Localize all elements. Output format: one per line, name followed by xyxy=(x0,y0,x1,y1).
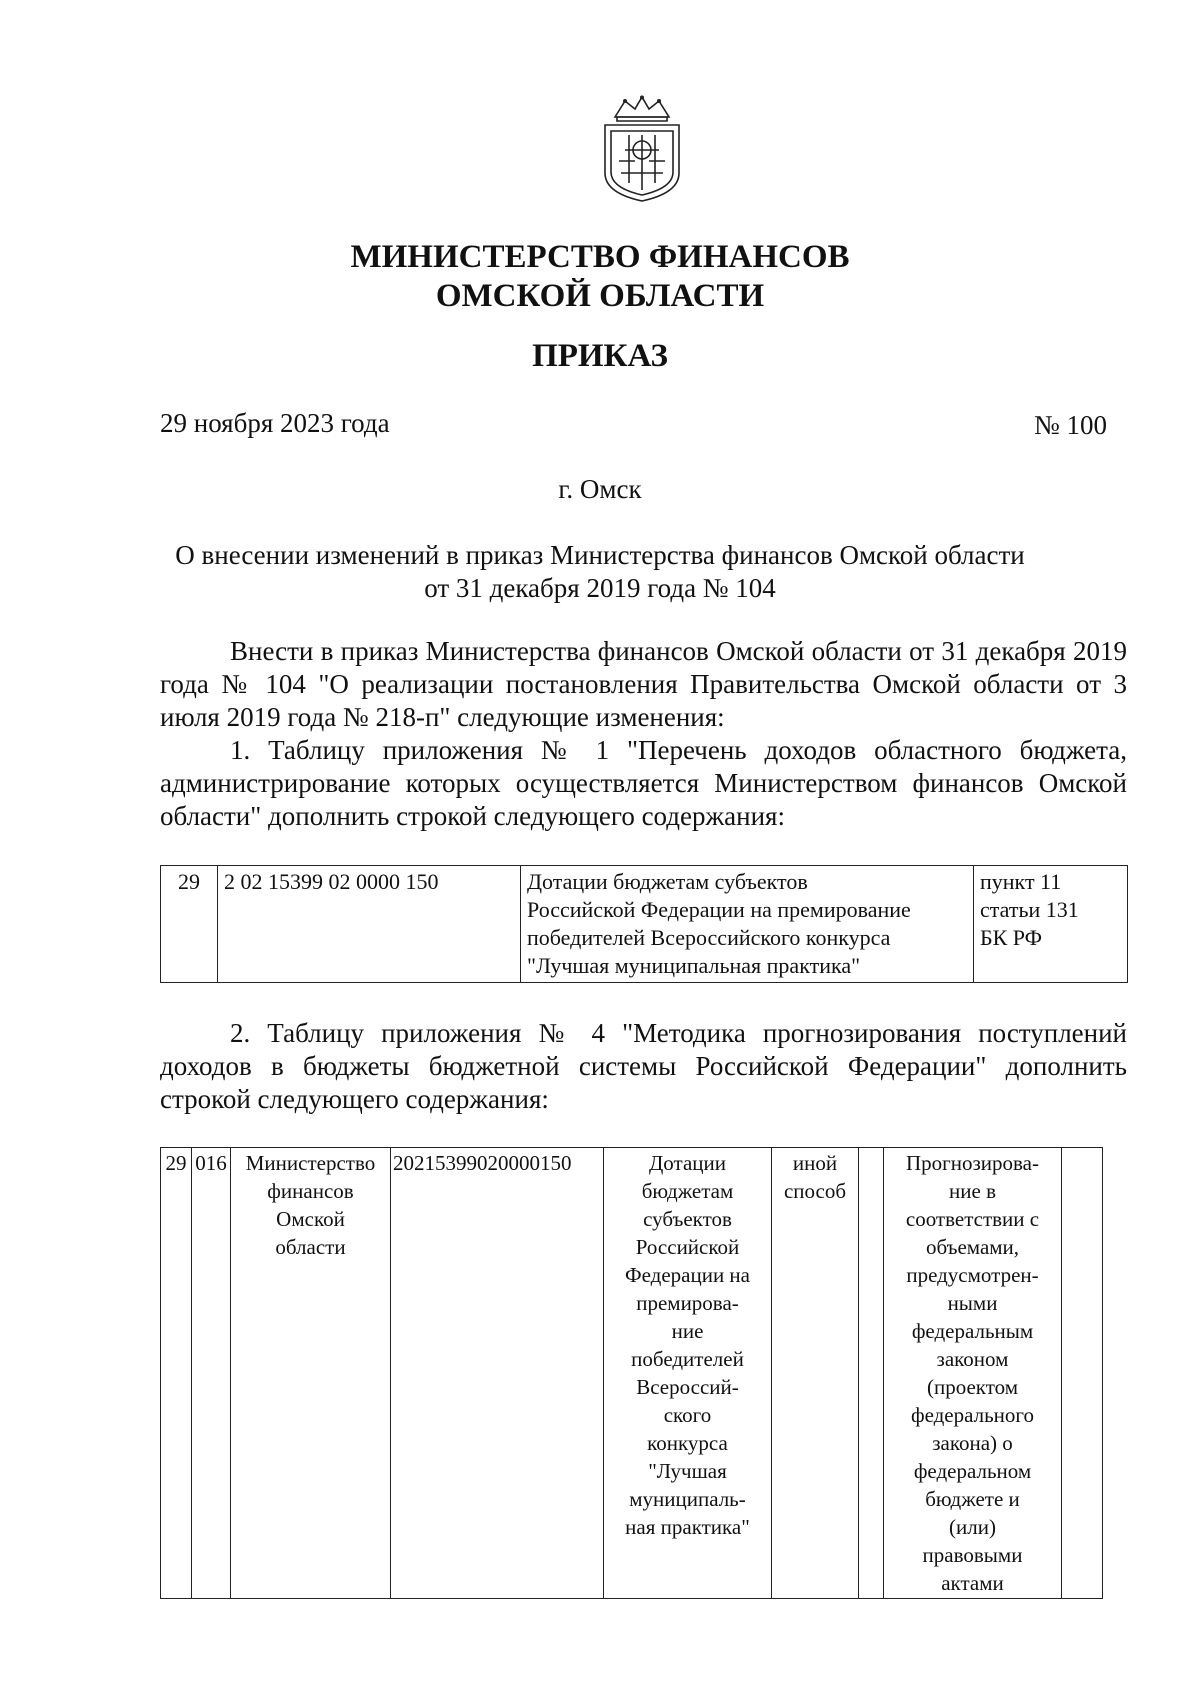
text-line: предусмотрен- xyxy=(906,1263,1039,1287)
text-line: БК РФ xyxy=(980,925,1043,950)
text-line: федерального xyxy=(910,1403,1035,1427)
text-line: ние в xyxy=(949,1179,996,1203)
text-line: закона) о xyxy=(932,1431,1013,1455)
document-type: ПРИКАЗ xyxy=(532,338,668,374)
item-2-block xyxy=(160,1017,1127,1116)
cell-legal-basis xyxy=(974,866,1128,983)
text-line: иной xyxy=(792,1151,838,1175)
text-line: Дотации xyxy=(648,1151,727,1175)
text-line: законом xyxy=(936,1347,1009,1371)
cell-empty xyxy=(859,1148,884,1599)
text-line: статьи 131 xyxy=(980,897,1079,922)
text-line: бюджете и xyxy=(925,1487,1020,1511)
text-line: федеральным xyxy=(911,1319,1034,1343)
text-line: области xyxy=(275,1235,346,1259)
ministry-line-1: МИНИСТЕРСТВО ФИНАНСОВ xyxy=(350,239,850,275)
text-line: Российской xyxy=(635,1235,740,1259)
table-row xyxy=(161,1148,1103,1599)
cell-num: 29 xyxy=(161,866,218,983)
text-line: Федерации на xyxy=(625,1263,750,1287)
text-line: федеральном xyxy=(913,1459,1032,1483)
table-appendix-4 xyxy=(160,1147,1103,1599)
text-line: победителей xyxy=(631,1347,744,1371)
text-line: (проектом xyxy=(926,1375,1019,1399)
text-line: ная практика" xyxy=(625,1515,750,1539)
text-line: финансов xyxy=(267,1179,354,1203)
text-line: пункт 11 xyxy=(980,869,1062,894)
text-line: премирова- xyxy=(636,1291,739,1315)
text-line: ского xyxy=(663,1403,712,1427)
cell-kbk: 20215399020000150 xyxy=(391,1148,604,1599)
text-line: (или) xyxy=(949,1515,996,1539)
table-row xyxy=(161,866,1128,983)
text-line: "Лучшая муниципальная практика" xyxy=(527,953,861,978)
cell-income-name xyxy=(604,1148,772,1599)
city: г. Омск xyxy=(558,474,642,504)
intro-paragraph: Внести в приказ Министерства финансов Омской области от 31 декабря 2019 года № 104 "О реализации постановления Правительства Омской области от 3 июля 2019 года № 218-п" следующие изменения: xyxy=(160,636,1127,732)
text-line: конкурса xyxy=(647,1431,728,1455)
text-line: победителей Всероссийского конкурса xyxy=(527,925,891,950)
text-line: бюджетам xyxy=(641,1179,734,1203)
text-line: Министерство xyxy=(245,1151,376,1175)
text-line: ние xyxy=(671,1319,704,1343)
text-line: Омской xyxy=(276,1207,345,1231)
item-1-paragraph: 1. Таблицу приложения № 1 "Перечень доходов областного бюджета, администрирование которых осуществляется Министерством финансов Омской области" дополнить строкой следующего содержания: xyxy=(160,735,1127,831)
document-number: № 100 xyxy=(1033,410,1107,440)
ministry-line-2: ОМСКОЙ ОБЛАСТИ xyxy=(435,278,765,314)
text-line: объемами, xyxy=(925,1235,1020,1259)
text-line: Прогнозирова- xyxy=(905,1151,1039,1175)
subject-line-2: от 31 декабря 2019 года № 104 xyxy=(424,573,776,603)
cell-forecast-description xyxy=(884,1148,1062,1599)
ministry-name xyxy=(0,238,1200,316)
cell-num: 29 xyxy=(161,1148,192,1599)
text-line: Дотации бюджетам субъектов xyxy=(527,869,808,894)
table-appendix-1 xyxy=(160,865,1128,983)
text-line: Всероссий- xyxy=(636,1375,739,1399)
cell-method xyxy=(772,1148,859,1599)
text-line: соответствии с xyxy=(905,1207,1040,1231)
omsk-coat-of-arms-icon xyxy=(595,95,689,205)
text-line: ными xyxy=(947,1291,998,1315)
cell-last xyxy=(1062,1148,1103,1599)
cell-administrator xyxy=(231,1148,391,1599)
document-date: 29 ноября 2023 года xyxy=(160,408,390,438)
cell-code: 2 02 15399 02 0000 150 xyxy=(218,866,521,983)
text-line: муниципаль- xyxy=(629,1487,746,1511)
text-line: субъектов xyxy=(643,1207,732,1231)
item-2-paragraph: 2. Таблицу приложения № 4 "Методика прогнозирования поступлений доходов в бюджеты бюджетной системы Российской Федерации" дополнить строкой следующего содержания: xyxy=(160,1018,1127,1114)
text-line: правовыми xyxy=(922,1543,1023,1567)
subject-line-1: О внесении изменений в приказ Министерства финансов Омской области xyxy=(175,540,1025,570)
cell-income-name xyxy=(521,866,974,983)
cell-admin-code: 016 xyxy=(192,1148,231,1599)
text-line: актами xyxy=(941,1571,1004,1595)
body-paragraphs xyxy=(160,635,1127,833)
subject xyxy=(0,539,1200,605)
text-line: "Лучшая xyxy=(648,1459,727,1483)
text-line: Российской Федерации на премирование xyxy=(527,897,911,922)
text-line: способ xyxy=(783,1179,847,1203)
